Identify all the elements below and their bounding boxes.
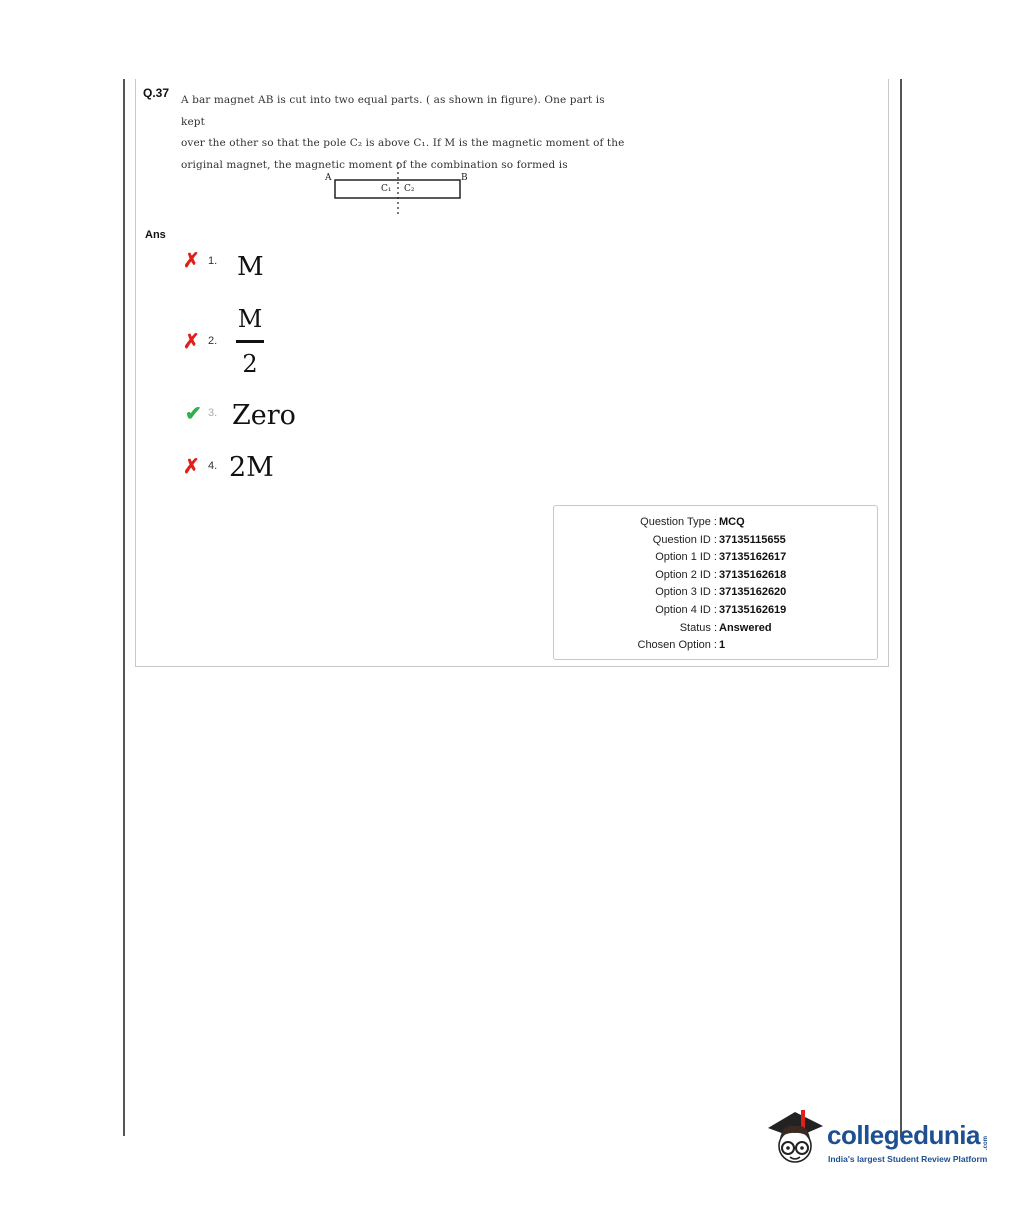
question-number: Q.37 (143, 86, 170, 100)
info-key: Option 2 ID : (655, 568, 717, 581)
info-row (554, 584, 879, 602)
info-row (554, 637, 879, 655)
question-line: original magnet, the magnetic moment of the combination so formed is (181, 158, 568, 171)
info-value: 1 (719, 639, 726, 652)
wrong-mark-icon: ✗ (183, 250, 200, 272)
fraction-denominator: 2 (242, 350, 258, 378)
wrong-mark-icon: ✗ (183, 456, 200, 478)
magnet-end-b: B (461, 173, 468, 183)
info-row (554, 620, 879, 638)
info-key: Option 3 ID : (655, 586, 717, 599)
logo-wordmark: collegedunia (827, 1120, 980, 1150)
option-number: 2. (208, 335, 218, 347)
info-row (554, 567, 879, 585)
info-key: Option 1 ID : (655, 551, 717, 564)
info-key: Status : (679, 621, 717, 634)
info-row (554, 549, 879, 567)
question-line: A bar magnet AB is cut into two equal parts. ( as shown in figure). One part is kept (181, 94, 605, 128)
option-value: Zero (232, 400, 296, 431)
info-row (554, 532, 879, 550)
option-number: 3. (208, 407, 218, 419)
info-value: 37135162617 (719, 551, 787, 564)
question-info-panel (553, 505, 878, 660)
answer-label: Ans (145, 229, 166, 241)
bar-magnet-figure (320, 160, 480, 220)
info-value: MCQ (719, 516, 745, 528)
option-number: 4. (208, 460, 218, 472)
info-key: Chosen Option : (637, 639, 717, 652)
bar-magnet-diagram (320, 160, 480, 220)
check-mark-icon: ✔ (185, 403, 202, 425)
logo-tagline: India's largest Student Review Platform (828, 1154, 988, 1164)
info-value: 37135162619 (719, 604, 787, 616)
pole-c1: C₁ (381, 184, 392, 194)
fraction-numerator: M (237, 305, 263, 333)
fraction-bar (236, 340, 264, 343)
info-value: Answered (719, 621, 772, 634)
page-left-border (123, 79, 125, 1136)
info-row (554, 514, 879, 532)
magnet-end-a: A (325, 173, 332, 183)
info-value: 37135162620 (719, 586, 787, 599)
wrong-mark-icon: ✗ (183, 331, 200, 353)
info-row (554, 602, 879, 620)
option-fraction (232, 304, 268, 377)
option-value: 2M (229, 452, 274, 483)
info-value: 37135115655 (719, 533, 786, 546)
info-value: 37135162618 (719, 568, 787, 581)
page-right-border (900, 79, 902, 1137)
question-line: over the other so that the pole C₂ is above C₁. If M is the magnetic moment of the (181, 137, 625, 149)
info-key: Option 4 ID : (655, 604, 717, 616)
pole-c2: C₂ (404, 184, 415, 194)
logo-suffix: .com (983, 1135, 989, 1150)
info-key: Question Type : (640, 516, 717, 528)
option-number: 1. (208, 255, 218, 267)
info-key: Question ID : (652, 533, 717, 546)
option-value: M (237, 252, 264, 282)
